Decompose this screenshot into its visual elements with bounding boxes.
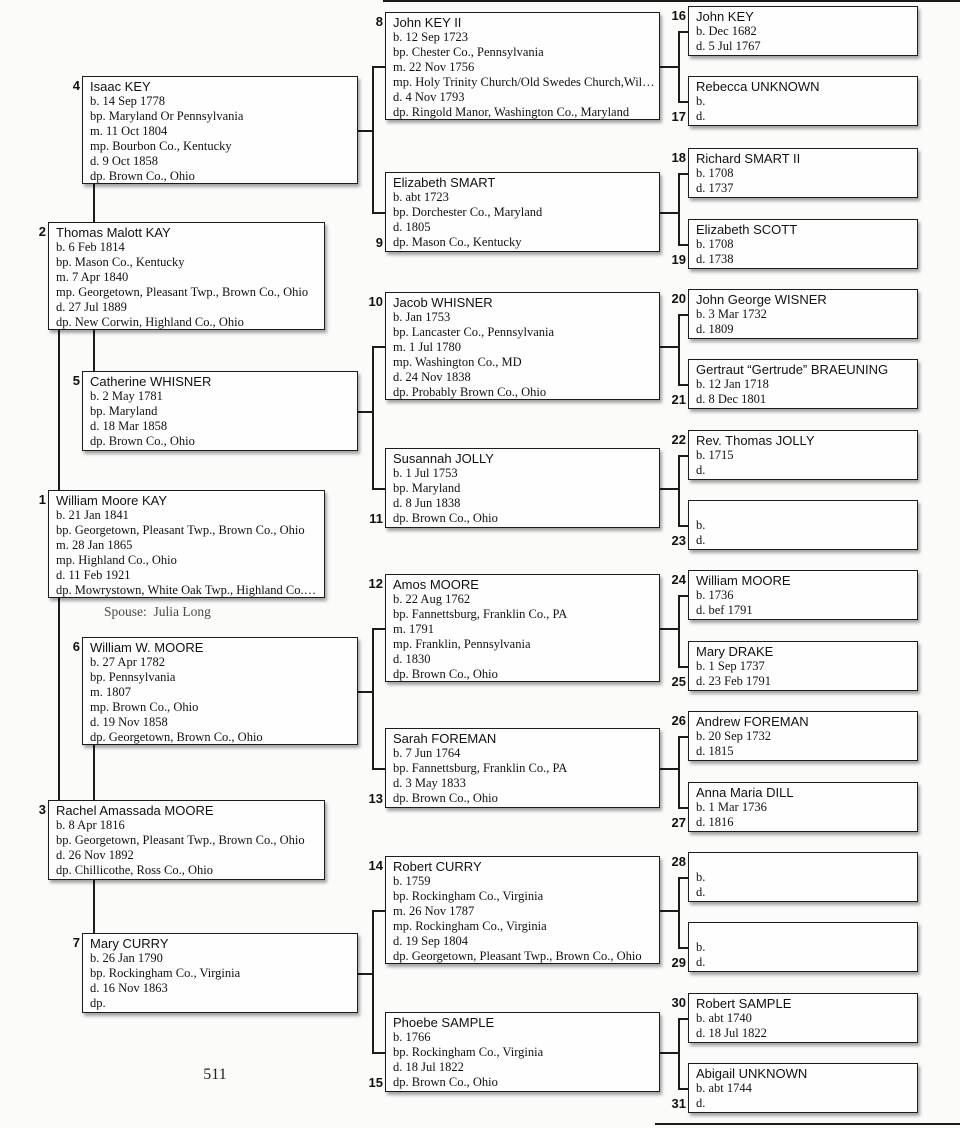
person-box-28 xyxy=(688,852,918,902)
person-name: Catherine WHISNER xyxy=(90,374,212,389)
connector-line xyxy=(678,1018,680,1088)
person-details xyxy=(696,237,913,267)
connector-line xyxy=(678,101,688,103)
person-detail: d. 8 Jun 1838 xyxy=(393,496,461,510)
person-number-12: 12 xyxy=(368,576,383,591)
person-number-8: 8 xyxy=(375,14,383,29)
person-box-14 xyxy=(385,856,660,964)
person-box-30 xyxy=(688,993,918,1043)
connector-line xyxy=(372,910,385,912)
person-detail: d. xyxy=(696,955,706,969)
connector-line xyxy=(93,745,95,800)
person-box-9 xyxy=(385,172,660,252)
person-number-3: 3 xyxy=(38,802,46,817)
person-box-1 xyxy=(48,490,325,598)
person-detail: b. abt 1740 xyxy=(696,1011,752,1025)
connector-line xyxy=(678,31,680,101)
person-number-24: 24 xyxy=(671,572,686,587)
person-box-24 xyxy=(688,570,918,620)
person-number-10: 10 xyxy=(368,294,383,309)
person-name xyxy=(696,503,913,518)
person-details xyxy=(56,818,320,878)
person-detail: b. abt 1723 xyxy=(393,190,449,204)
person-name: Rev. Thomas JOLLY xyxy=(696,433,815,448)
person-detail: b. 22 Aug 1762 xyxy=(393,592,471,606)
connector-line xyxy=(372,212,385,214)
person-box-2 xyxy=(48,222,325,330)
person-detail: m. 11 Oct 1804 xyxy=(90,124,168,138)
connector-line xyxy=(93,330,95,371)
person-detail: d. 4 Nov 1793 xyxy=(393,90,465,104)
person-details xyxy=(696,1081,913,1111)
connector-line xyxy=(660,66,678,68)
person-detail: d. xyxy=(696,109,706,123)
person-box-27 xyxy=(688,782,918,832)
page-edge-line xyxy=(383,0,960,2)
connector-line xyxy=(678,947,688,949)
person-number-11: 11 xyxy=(369,511,383,526)
connector-line xyxy=(678,455,680,525)
person-box-17 xyxy=(688,76,918,126)
person-number-16: 16 xyxy=(671,8,686,23)
person-detail: b. 12 Jan 1718 xyxy=(696,377,769,391)
person-detail: b. xyxy=(696,870,706,884)
person-name: Robert CURRY xyxy=(393,859,482,874)
connector-line xyxy=(660,628,678,630)
person-detail: d. 18 Mar 1858 xyxy=(90,419,168,433)
person-detail: b. Dec 1682 xyxy=(696,24,757,38)
person-detail: dp. Brown Co., Ohio xyxy=(90,434,195,448)
person-number-22: 22 xyxy=(671,432,686,447)
person-name: William MOORE xyxy=(696,573,791,588)
person-number-28: 28 xyxy=(671,854,686,869)
person-detail: d. 26 Nov 1892 xyxy=(56,848,134,862)
person-detail: dp. Georgetown, Pleasant Twp., Brown Co., Ohio xyxy=(393,949,642,963)
person-detail: d. 1815 xyxy=(696,744,734,758)
connector-line xyxy=(678,1088,688,1090)
person-detail: b. 1708 xyxy=(696,237,734,251)
person-detail: d. 1816 xyxy=(696,815,734,829)
person-box-7 xyxy=(82,933,358,1013)
person-name: Phoebe SAMPLE xyxy=(393,1015,495,1030)
person-box-21 xyxy=(688,359,918,409)
person-detail: d. xyxy=(696,533,706,547)
person-number-23: 23 xyxy=(671,533,686,548)
person-detail: mp. Brown Co., Ohio xyxy=(90,700,199,714)
person-detail: b. 1 Mar 1736 xyxy=(696,800,767,814)
person-detail: b. 1708 xyxy=(696,166,734,180)
person-details xyxy=(696,307,913,337)
person-detail: bp. Rockingham Co., Virginia xyxy=(393,889,544,903)
person-details xyxy=(696,870,913,900)
person-box-16 xyxy=(688,6,918,56)
connector-line xyxy=(372,628,374,768)
person-detail: m. 7 Apr 1840 xyxy=(56,270,129,284)
person-detail: b. 1 Sep 1737 xyxy=(696,659,765,673)
person-detail: d. 16 Nov 1863 xyxy=(90,981,168,995)
person-details xyxy=(696,518,913,548)
person-details xyxy=(696,448,913,478)
person-box-3 xyxy=(48,800,325,880)
person-detail: mp. Franklin, Pennsylvania xyxy=(393,637,531,651)
person-number-19: 19 xyxy=(671,252,686,267)
person-detail: d. 19 Sep 1804 xyxy=(393,934,468,948)
person-detail: d. 18 Jul 1822 xyxy=(696,1026,767,1040)
person-details xyxy=(696,24,913,54)
person-detail: b. 1715 xyxy=(696,448,734,462)
person-detail: d. 27 Jul 1889 xyxy=(56,300,127,314)
person-details xyxy=(56,508,320,598)
person-detail: d. 3 May 1833 xyxy=(393,776,466,790)
person-number-1: 1 xyxy=(38,492,46,507)
person-details xyxy=(696,377,913,407)
person-detail: mp. Rockingham Co., Virginia xyxy=(393,919,547,933)
person-name: Abigail UNKNOWN xyxy=(696,1066,808,1081)
person-number-21: 21 xyxy=(671,392,686,407)
person-detail: d. 23 Feb 1791 xyxy=(696,674,771,688)
person-detail: dp. Georgetown, Brown Co., Ohio xyxy=(90,730,263,744)
person-number-30: 30 xyxy=(671,995,686,1010)
person-detail: b. abt 1744 xyxy=(696,1081,752,1095)
person-detail: bp. Maryland Or Pennsylvania xyxy=(90,109,244,123)
person-name: William W. MOORE xyxy=(90,640,204,655)
person-name: William Moore KAY xyxy=(56,493,168,508)
connector-line xyxy=(372,910,374,1052)
person-detail: d. 11 Feb 1921 xyxy=(56,568,131,582)
person-detail: m. 1791 xyxy=(393,622,434,636)
person-detail: b. 20 Sep 1732 xyxy=(696,729,771,743)
person-name xyxy=(696,925,913,940)
person-detail: dp. Mason Co., Kentucky xyxy=(393,235,522,249)
connector-line xyxy=(678,877,688,879)
connector-line xyxy=(678,314,680,384)
connector-line xyxy=(358,973,372,975)
person-detail: bp. Rockingham Co., Virginia xyxy=(90,966,241,980)
person-number-20: 20 xyxy=(671,291,686,306)
person-detail: d. 1737 xyxy=(696,181,734,195)
person-name: Andrew FOREMAN xyxy=(696,714,809,729)
person-detail: mp. Georgetown, Pleasant Twp., Brown Co., Ohio xyxy=(56,285,309,299)
person-box-18 xyxy=(688,148,918,198)
person-detail: dp. Probably Brown Co., Ohio xyxy=(393,385,547,399)
person-details xyxy=(696,729,913,759)
person-detail: bp. Pennsylvania xyxy=(90,670,176,684)
person-detail: b. 8 Apr 1816 xyxy=(56,818,125,832)
person-details xyxy=(56,240,320,330)
connector-line xyxy=(678,595,688,597)
person-details xyxy=(393,874,655,964)
person-name: John George WISNER xyxy=(696,292,827,307)
person-detail: mp. Highland Co., Ohio xyxy=(56,553,177,567)
connector-line xyxy=(660,910,678,912)
person-detail: dp. Brown Co., Ohio xyxy=(393,667,498,681)
person-detail: dp. Brown Co., Ohio xyxy=(393,511,498,525)
person-name: Elizabeth SCOTT xyxy=(696,222,798,237)
person-detail: bp. Lancaster Co., Pennsylvania xyxy=(393,325,555,339)
person-detail: dp. Mowrystown, White Oak Twp., Highland Co.… xyxy=(56,583,317,597)
person-number-7: 7 xyxy=(72,935,80,950)
person-detail: m. 26 Nov 1787 xyxy=(393,904,475,918)
person-box-25 xyxy=(688,641,918,691)
person-detail: bp. Dorchester Co., Maryland xyxy=(393,205,543,219)
person-box-4 xyxy=(82,76,358,184)
connector-line xyxy=(678,877,680,947)
person-detail: bp. Rockingham Co., Virginia xyxy=(393,1045,544,1059)
person-name: Mary DRAKE xyxy=(696,644,774,659)
person-detail: m. 28 Jan 1865 xyxy=(56,538,133,552)
connector-line xyxy=(660,1052,678,1054)
connector-line xyxy=(372,66,385,68)
person-detail: dp. New Corwin, Highland Co., Ohio xyxy=(56,315,244,329)
person-name xyxy=(696,855,913,870)
connector-line xyxy=(678,173,680,244)
person-box-23 xyxy=(688,500,918,550)
connector-line xyxy=(678,244,688,246)
person-box-10 xyxy=(385,292,660,400)
person-detail: b. 26 Jan 1790 xyxy=(90,951,163,965)
person-detail: mp. Bourbon Co., Kentucky xyxy=(90,139,232,153)
connector-line xyxy=(678,173,688,175)
person-detail: m. 22 Nov 1756 xyxy=(393,60,475,74)
person-details xyxy=(393,190,655,250)
person-detail: bp. Georgetown, Pleasant Twp., Brown Co., Ohio xyxy=(56,523,305,537)
person-detail: dp. Brown Co., Ohio xyxy=(393,1075,498,1089)
person-number-29: 29 xyxy=(671,955,686,970)
person-detail: b. 6 Feb 1814 xyxy=(56,240,125,254)
person-detail: d. bef 1791 xyxy=(696,603,753,617)
person-detail: m. 1 Jul 1780 xyxy=(393,340,462,354)
person-name: Richard SMART II xyxy=(696,151,801,166)
person-name: Thomas Malott KAY xyxy=(56,225,171,240)
connector-line xyxy=(358,691,372,693)
connector-line xyxy=(678,736,680,807)
person-box-26 xyxy=(688,711,918,761)
person-box-13 xyxy=(385,728,660,808)
person-details xyxy=(696,588,913,618)
person-number-31: 31 xyxy=(671,1096,686,1111)
person-detail: b. 14 Sep 1778 xyxy=(90,94,165,108)
person-detail: d. 5 Jul 1767 xyxy=(696,39,761,53)
person-details xyxy=(696,659,913,689)
person-detail: d. xyxy=(696,885,706,899)
person-box-22 xyxy=(688,430,918,480)
connector-line xyxy=(678,455,688,457)
connector-line xyxy=(372,488,385,490)
person-details xyxy=(90,389,353,449)
connector-line xyxy=(678,595,680,666)
person-detail: b. Jan 1753 xyxy=(393,310,451,324)
person-details xyxy=(90,655,353,745)
person-details xyxy=(90,94,353,184)
person-details xyxy=(393,592,655,682)
person-box-8 xyxy=(385,12,660,120)
person-detail: d. 1738 xyxy=(696,252,734,266)
person-name: Jacob WHISNER xyxy=(393,295,493,310)
person-box-19 xyxy=(688,219,918,269)
person-name: Robert SAMPLE xyxy=(696,996,792,1011)
connector-line xyxy=(678,384,688,386)
person-details xyxy=(696,800,913,830)
person-number-6: 6 xyxy=(72,639,80,654)
person-number-18: 18 xyxy=(671,150,686,165)
person-number-14: 14 xyxy=(368,858,383,873)
person-box-31 xyxy=(688,1063,918,1113)
person-number-13: 13 xyxy=(368,791,383,806)
person-detail: b. 1736 xyxy=(696,588,734,602)
person-number-15: 15 xyxy=(368,1075,383,1090)
person-name: Susannah JOLLY xyxy=(393,451,494,466)
connector-line xyxy=(93,184,95,222)
person-detail: dp. Chillicothe, Ross Co., Ohio xyxy=(56,863,213,877)
person-detail: b. xyxy=(696,94,706,108)
connector-line xyxy=(678,314,688,316)
person-box-29 xyxy=(688,922,918,972)
person-detail: b. 21 Jan 1841 xyxy=(56,508,129,522)
person-detail: dp. Brown Co., Ohio xyxy=(90,169,195,183)
person-detail: bp. Georgetown, Pleasant Twp., Brown Co., Ohio xyxy=(56,833,305,847)
person-name: Sarah FOREMAN xyxy=(393,731,497,746)
person-detail: d. 19 Nov 1858 xyxy=(90,715,168,729)
person-detail: bp. Maryland xyxy=(90,404,158,418)
person-detail: b. xyxy=(696,518,706,532)
person-name: Rachel Amassada MOORE xyxy=(56,803,214,818)
person-name: John KEY II xyxy=(393,15,462,30)
person-name: Rebecca UNKNOWN xyxy=(696,79,820,94)
person-detail: bp. Chester Co., Pennsylvania xyxy=(393,45,544,59)
person-detail: bp. Mason Co., Kentucky xyxy=(56,255,185,269)
person-detail: b. 3 Mar 1732 xyxy=(696,307,767,321)
person-detail: dp. Ringold Manor, Washington Co., Maryland xyxy=(393,105,630,119)
person-details xyxy=(696,166,913,196)
person-detail: dp. xyxy=(90,996,106,1010)
person-number-25: 25 xyxy=(671,674,686,689)
connector-line xyxy=(372,346,385,348)
person-number-27: 27 xyxy=(671,815,686,830)
person-detail: d. 8 Dec 1801 xyxy=(696,392,767,406)
person-detail: mp. Holy Trinity Church/Old Swedes Church,Wil… xyxy=(393,75,655,89)
person-number-2: 2 xyxy=(38,224,46,239)
person-detail: m. 1807 xyxy=(90,685,131,699)
person-detail: b. 7 Jun 1764 xyxy=(393,746,461,760)
person-number-5: 5 xyxy=(72,373,80,388)
person-details xyxy=(90,951,353,1011)
person-detail: b. 1759 xyxy=(393,874,431,888)
person-detail: d. 9 Oct 1858 xyxy=(90,154,159,168)
person-detail: mp. Washington Co., MD xyxy=(393,355,522,369)
connector-line xyxy=(358,130,372,132)
person-name: Amos MOORE xyxy=(393,577,479,592)
connector-line xyxy=(678,1018,688,1020)
person-details xyxy=(696,1011,913,1041)
person-detail: d. 1830 xyxy=(393,652,431,666)
connector-line xyxy=(93,880,95,933)
person-details xyxy=(393,1030,655,1090)
connector-line xyxy=(372,346,374,488)
page-edge-line xyxy=(655,1123,960,1125)
person-detail: d. xyxy=(696,463,706,477)
connector-line xyxy=(660,212,678,214)
person-number-26: 26 xyxy=(671,713,686,728)
person-box-15 xyxy=(385,1012,660,1092)
person-details xyxy=(393,466,655,526)
connector-line xyxy=(678,736,688,738)
person-details xyxy=(696,94,913,124)
person-detail: dp. Brown Co., Ohio xyxy=(393,791,498,805)
person-name: Mary CURRY xyxy=(90,936,169,951)
connector-line xyxy=(372,768,385,770)
connector-line xyxy=(372,1052,385,1054)
person-detail: b. 27 Apr 1782 xyxy=(90,655,165,669)
connector-line xyxy=(678,666,688,668)
page-number: 511 xyxy=(203,1066,227,1083)
person-box-11 xyxy=(385,448,660,528)
person-detail: d. 18 Jul 1822 xyxy=(393,1060,464,1074)
connector-line xyxy=(372,66,374,212)
person-detail: b. 1766 xyxy=(393,1030,431,1044)
connector-line xyxy=(660,346,678,348)
person-details xyxy=(696,940,913,970)
spouse-line: Spouse: Julia Long xyxy=(104,604,211,619)
person-box-20 xyxy=(688,289,918,339)
person-details xyxy=(393,746,655,806)
connector-line xyxy=(678,31,688,33)
person-detail: d. 1805 xyxy=(393,220,431,234)
person-name: Isaac KEY xyxy=(90,79,151,94)
person-box-6 xyxy=(82,637,358,745)
person-detail: b. xyxy=(696,940,706,954)
person-detail: bp. Maryland xyxy=(393,481,461,495)
person-detail: b. 2 May 1781 xyxy=(90,389,163,403)
person-name: Elizabeth SMART xyxy=(393,175,496,190)
person-name: John KEY xyxy=(696,9,754,24)
connector-line xyxy=(660,488,678,490)
person-detail: d. 1809 xyxy=(696,322,734,336)
connector-line xyxy=(660,768,678,770)
person-name: Anna Maria DILL xyxy=(696,785,794,800)
person-number-4: 4 xyxy=(72,78,80,93)
connector-line xyxy=(58,330,60,490)
person-details xyxy=(393,310,655,400)
person-detail: d. 24 Nov 1838 xyxy=(393,370,471,384)
connector-line xyxy=(372,628,385,630)
connector-line xyxy=(678,525,688,527)
person-number-17: 17 xyxy=(671,109,686,124)
person-box-5 xyxy=(82,371,358,451)
connector-line xyxy=(358,411,372,413)
person-details xyxy=(393,30,655,120)
person-detail: bp. Fannettsburg, Franklin Co., PA xyxy=(393,607,568,621)
person-number-9: 9 xyxy=(375,235,383,250)
person-detail: d. xyxy=(696,1096,706,1110)
connector-line xyxy=(678,807,688,809)
person-detail: bp. Fannettsburg, Franklin Co., PA xyxy=(393,761,568,775)
connector-line xyxy=(58,598,60,800)
person-name: Gertraut “Gertrude” BRAEUNING xyxy=(696,362,889,377)
person-box-12 xyxy=(385,574,660,682)
person-detail: b. 12 Sep 1723 xyxy=(393,30,468,44)
person-detail: b. 1 Jul 1753 xyxy=(393,466,458,480)
